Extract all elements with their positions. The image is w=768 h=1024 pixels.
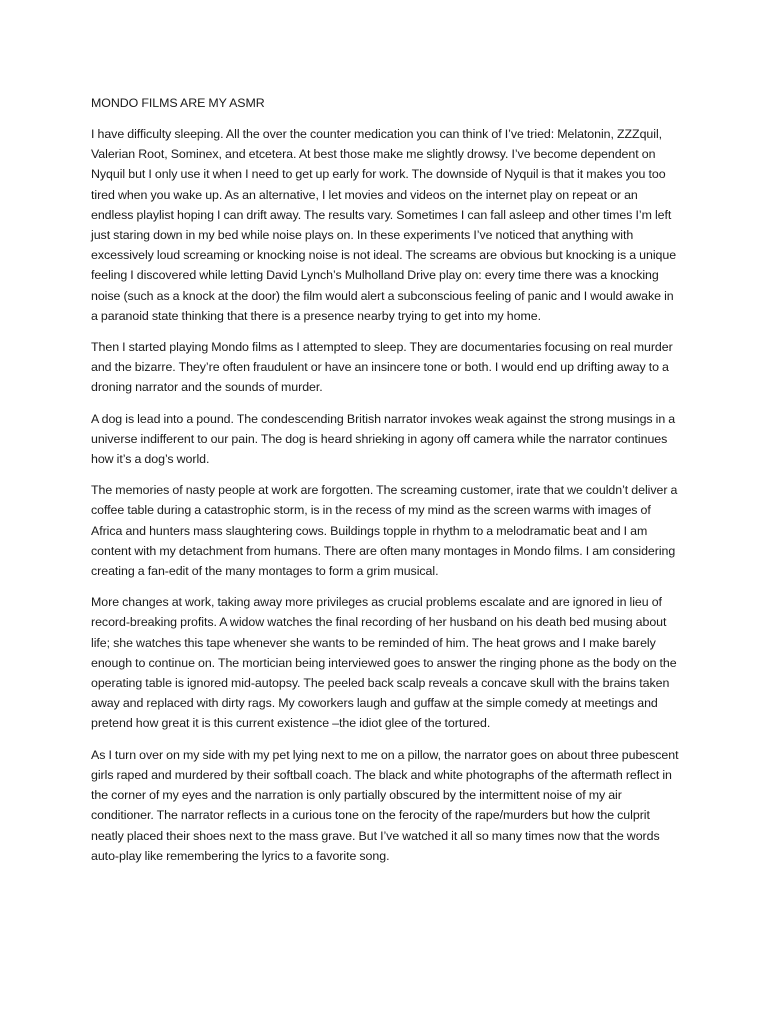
document-title: MONDO FILMS ARE MY ASMR: [91, 96, 265, 110]
document-body: [91, 93, 681, 877]
paragraph-1: I have difficulty sleeping. All the over the counter medication you can think of I’ve tried: Melatonin, ZZZquil, Valerian Root, Sominex, and etcetera. At best those make me slightly drowsy. I’ve become dependent on Nyquil but I only use it when I need to get up early for work. The downside of Nyquil is that it makes you too tired when you wake up. As an alternative, I let movies and videos on the internet play on repeat or an endless playlist hoping I can drift away. The results vary. Sometimes I can fall asleep and other times I’m left just staring down in my bed while noise plays on. In these experiments I’ve noticed that anything with excessively loud screaming or knocking noise is not ideal. The screams are obvious but knocking is a unique feeling I discovered while letting David Lynch’s Mulholland Drive play on: every time there was a knocking noise (such as a knock at the door) the film would alert a subconscious feeling of panic and I would awake in a paranoid state thinking that there is a presence nearby trying to get into my home.: [91, 127, 677, 323]
paragraph-2: Then I started playing Mondo films as I attempted to sleep. They are documentaries focusing on real murder and the bizarre. They’re often fraudulent or have an insincere tone or both. I would end up drifting away to a droning narrator and the sounds of murder.: [91, 340, 673, 395]
paragraph-4: The memories of nasty people at work are forgotten. The screaming customer, irate that we couldn’t deliver a coffee table during a catastrophic storm, is in the recess of my mind as the screen warms with images of Africa and hunters mass slaughtering cows. Buildings topple in rhythm to a melodramatic beat and I am content with my detachment from humans. There are often many montages in Mondo films. I am considering creating a fan-edit of the many montages to form a grim musical.: [91, 483, 678, 579]
paragraph-6: As I turn over on my side with my pet lying next to me on a pillow, the narrator goes on about three pubescent girls raped and murdered by their softball coach. The black and white photographs of the aftermath reflect in the corner of my eyes and the narration is only partially obscured by the intermittent noise of my air conditioner. The narrator reflects in a curious tone on the ferocity of the rape/murders but how the culprit neatly placed their shoes next to the mass grave. But I’ve watched it all so many times now that the words auto-play like remembering the lyrics to a favorite song.: [91, 747, 679, 863]
paragraph-5: More changes at work, taking away more privileges as crucial problems escalate and are ignored in lieu of record-breaking profits. A widow watches the final recording of her husband on his death bed musing about life; she watches this tape whenever she wants to be reminded of him. The heat grows and I make barely enough to continue on. The mortician being interviewed goes to answer the ringing phone as the body on the operating table is ignored mid-autopsy. The peeled back scalp reveals a concave skull with the brains taken away and replaced with dirty rags. My coworkers laugh and guffaw at the simple comedy at meetings and pretend how great it is this current existence –the idiot glee of the tortured.: [91, 595, 677, 731]
paragraph-3: A dog is lead into a pound. The condescending British narrator invokes weak against the strong musings in a universe indifferent to our pain. The dog is heard shrieking in agony off camera while the narrator continues how it’s a dog’s world.: [91, 411, 676, 467]
